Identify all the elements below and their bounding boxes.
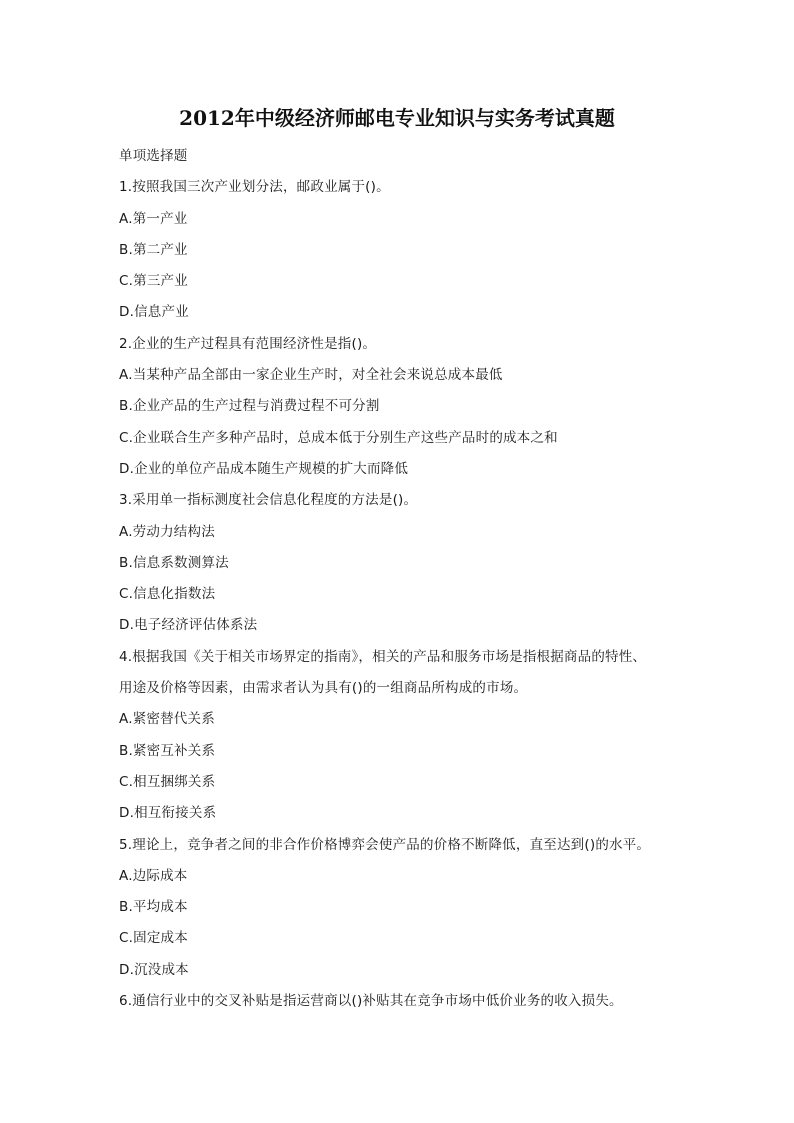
text-line: 2.企业的生产过程具有范围经济性是指()。 <box>119 335 377 352</box>
text-line: 1.按照我国三次产业划分法，邮政业属于()。 <box>119 179 390 196</box>
text-line: B.第二产业 <box>119 241 188 258</box>
text-line: 6.通信行业中的交叉补贴是指运营商以()补贴其在竞争市场中低价业务的收入损失。 <box>119 993 623 1010</box>
text-line: D.相互衔接关系 <box>119 805 217 822</box>
text-line: D.电子经济评估体系法 <box>119 617 258 634</box>
text-line: 单项选择题 <box>119 148 188 164</box>
text-line: A.紧密替代关系 <box>119 711 215 728</box>
text-line: D.沉没成本 <box>119 961 189 978</box>
text-line: C.第三产业 <box>119 273 188 290</box>
text-line: 4.根据我国《关于相关市场界定的指南》，相关的产品和服务市场是指根据商品的特性、 <box>119 648 647 665</box>
text-line: A.当某种产品全部由一家企业生产时，对全社会来说总成本最低 <box>119 367 503 384</box>
text-line: D.企业的单位产品成本随生产规模的扩大而降低 <box>119 460 409 477</box>
text-line: 5.理论上，竞争者之间的非合作价格博弈会使产品的价格不断降低，直至达到()的水平。 <box>119 836 651 853</box>
text-line: C.相互捆绑关系 <box>119 773 216 790</box>
document-title: 2012年中级经济师邮电专业知识与实务考试真题 <box>179 106 615 130</box>
text-line: B.信息系数测算法 <box>119 554 229 571</box>
text-line: C.固定成本 <box>119 930 188 947</box>
text-line: C.企业联合生产多种产品时，总成本低于分别生产这些产品时的成本之和 <box>119 429 558 446</box>
text-line: B.平均成本 <box>119 899 188 916</box>
text-line: C.信息化指数法 <box>119 586 216 603</box>
text-line: D.信息产业 <box>119 304 189 321</box>
text-line: A.第一产业 <box>119 210 188 227</box>
text-line: A.劳动力结构法 <box>119 523 215 540</box>
text-line: 用途及价格等因素，由需求者认为具有()的一组商品所构成的市场。 <box>119 680 528 697</box>
document-body <box>119 144 719 1020</box>
text-line: B.企业产品的生产过程与消费过程不可分割 <box>119 398 380 415</box>
text-line: A.边际成本 <box>119 867 188 884</box>
text-line: 3.采用单一指标测度社会信息化程度的方法是()。 <box>119 492 418 509</box>
text-line: B.紧密互补关系 <box>119 742 216 759</box>
